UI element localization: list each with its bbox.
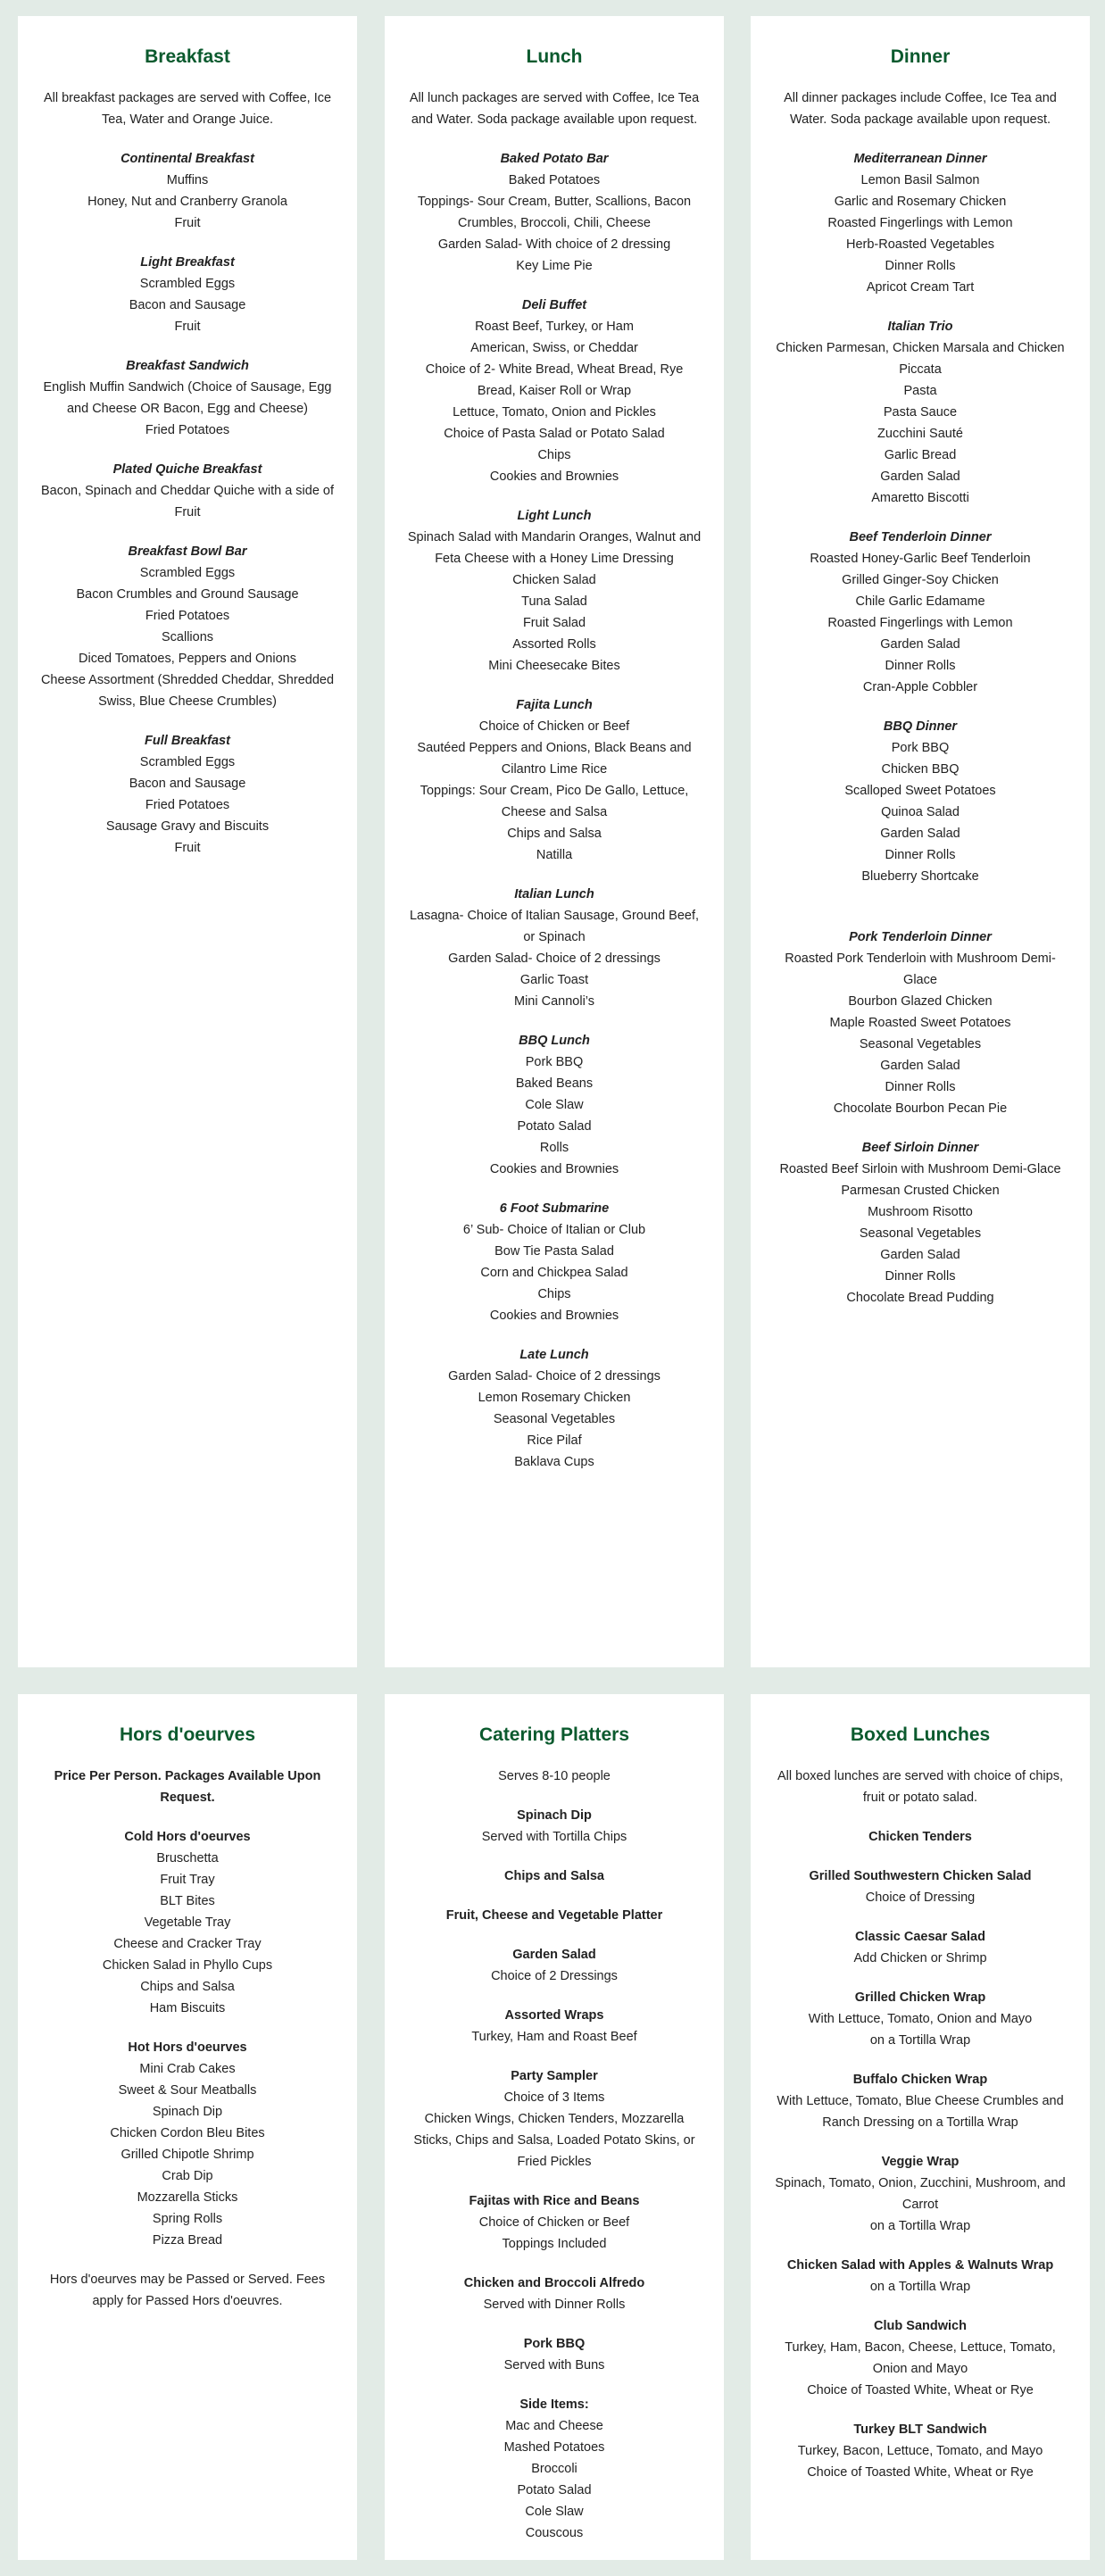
menu-item: Dinner Rolls: [885, 259, 956, 273]
menu-item: Fried Potatoes: [145, 798, 230, 812]
menu-item: Diced Tomatoes, Peppers and Onions: [79, 652, 296, 666]
menu-section: [39, 459, 336, 523]
menu-item: Chicken Salad: [512, 573, 596, 587]
menu-item: Mashed Potatoes: [503, 2440, 605, 2455]
menu-item: With Lettuce, Tomato, Blue Cheese Crumbles and Ranch Dressing on a Tortilla Wrap: [777, 2094, 1064, 2130]
section-title: Italian Lunch: [514, 887, 594, 902]
menu-item: Chicken Cordon Bleu Bites: [110, 2126, 265, 2140]
section-title: Chicken and Broccoli Alfredo: [463, 2276, 645, 2290]
menu-item: Sweet & Sour Meatballs: [118, 2083, 257, 2098]
section-title: Chicken Tenders: [868, 1830, 972, 1844]
menu-section: [39, 2037, 336, 2251]
menu-item: Couscous: [525, 2526, 584, 2540]
menu-item: Rice Pilaf: [527, 1433, 582, 1448]
menu-section: [406, 2005, 702, 2048]
menu-item: Baked Beans: [515, 1076, 594, 1091]
section-title: Plated Quiche Breakfast: [112, 462, 262, 477]
menu-item: Potato Salad: [517, 2483, 592, 2497]
menu-item: Vegetable Tray: [144, 1915, 231, 1930]
menu-item: Cookies and Brownies: [489, 469, 619, 484]
menu-item: Bacon and Sausage: [129, 777, 246, 791]
menu-item: With Lettuce, Tomato, Onion and Mayo: [808, 2012, 1033, 2026]
card-intro: All lunch packages are served with Coffee, Ice Tea and Water. Soda package available upon request.: [409, 91, 700, 127]
menu-section: [772, 1826, 1068, 1848]
menu-item: Chile Garlic Edamame: [855, 594, 985, 609]
section-title: Pork BBQ: [523, 2337, 586, 2351]
menu-item: Choice of Chicken or Beef: [478, 719, 630, 734]
menu-item: Scrambled Eggs: [139, 755, 236, 769]
menu-item: Baklava Cups: [514, 1455, 594, 1469]
menu-section: [39, 730, 336, 859]
section-title: Side Items:: [519, 2397, 589, 2412]
section-title: Classic Caesar Salad: [855, 1930, 985, 1944]
menu-item: Mini Cannoli’s: [514, 994, 594, 1009]
menu-item: Pork BBQ: [891, 741, 950, 755]
menu-section: [772, 716, 1068, 887]
menu-section: [406, 694, 702, 866]
section-title: Continental Breakfast: [120, 152, 254, 166]
menu-item: Sausage Gravy and Biscuits: [105, 819, 270, 834]
menu-item: Scallions: [161, 630, 214, 644]
menu-item: Chips: [537, 448, 571, 462]
menu-item: Lasagna- Choice of Italian Sausage, Ground Beef, or Spinach: [409, 909, 700, 944]
menu-item: Key Lime Pie: [516, 259, 593, 273]
menu-item: Rolls: [539, 1141, 569, 1155]
menu-item: Dinner Rolls: [885, 659, 956, 673]
menu-item: Bourbon Glazed Chicken: [848, 994, 993, 1009]
section-title: Cold Hors d'oeurves: [124, 1830, 251, 1844]
menu-item: Pasta Sauce: [883, 405, 958, 420]
menu-item: Garlic and Rosemary Chicken: [834, 195, 1007, 209]
section-title: Full Breakfast: [145, 734, 230, 748]
menu-item: Garden Salad: [880, 469, 960, 484]
menu-item: Garden Salad: [880, 827, 960, 841]
menu-item: Scalloped Sweet Potatoes: [844, 784, 996, 798]
menu-section: [772, 1987, 1068, 2051]
menu-item: Bow Tie Pasta Salad: [494, 1244, 614, 1259]
section-title: Breakfast Sandwich: [126, 359, 249, 373]
menu-item: Mini Cheesecake Bites: [488, 659, 620, 673]
menu-item: Bacon Crumbles and Ground Sausage: [76, 587, 299, 602]
section-title: Late Lunch: [519, 1348, 589, 1362]
menu-item: Maple Roasted Sweet Potatoes: [829, 1016, 1011, 1030]
card-intro: All breakfast packages are served with Coffee, Ice Tea, Water and Orange Juice.: [43, 91, 332, 127]
menu-item: Choice of Toasted White, Wheat or Rye: [807, 2383, 1034, 2397]
menu-item: Toppings- Sour Cream, Butter, Scallions, Bacon Crumbles, Broccoli, Chili, Cheese: [417, 195, 692, 230]
menu-item: Cran-Apple Cobbler: [862, 680, 978, 694]
section-title: Fruit, Cheese and Vegetable Platter: [445, 1908, 663, 1923]
menu-section: [406, 1805, 702, 1848]
hors-doeuvres-card: [18, 1694, 357, 2560]
card-footnote: Hors d'oeurves may be Passed or Served. Fees apply for Passed Hors d'oeuvres.: [49, 2273, 326, 2308]
menu-item: Sautéed Peppers and Onions, Black Beans and Cilantro Lime Rice: [417, 741, 692, 777]
menu-section: [772, 2419, 1068, 2483]
menu-section: [406, 1198, 702, 1326]
card-intro: Serves 8-10 people: [498, 1769, 611, 1783]
menu-section: [406, 1905, 702, 1926]
menu-item: Corn and Chickpea Salad: [480, 1266, 628, 1280]
menu-item: Honey, Nut and Cranberry Granola: [87, 195, 287, 209]
menu-item: Fruit Salad: [522, 616, 586, 630]
menu-item: Garden Salad- Choice of 2 dressings: [448, 1369, 661, 1384]
menu-item: Grilled Ginger-Soy Chicken: [842, 573, 999, 587]
menu-section: [406, 505, 702, 677]
menu-section: [772, 2315, 1068, 2401]
menu-item: Blueberry Shortcake: [861, 869, 979, 884]
menu-item: Fried Potatoes: [145, 423, 230, 437]
menu-section: [406, 1030, 702, 1180]
menu-item: Spinach, Tomato, Onion, Zucchini, Mushroom, and Carrot: [775, 2176, 1066, 2212]
menu-item: Cheese Assortment (Shredded Cheddar, Shredded Swiss, Blue Cheese Crumbles): [40, 673, 335, 709]
lunch-card: [385, 16, 724, 1667]
menu-item: Bacon and Sausage: [129, 298, 246, 312]
menu-item: Roasted Beef Sirloin with Mushroom Demi-Glace: [779, 1162, 1061, 1176]
menu-item: Chicken BBQ: [881, 762, 960, 777]
menu-item: Seasonal Vegetables: [493, 1412, 616, 1426]
card-title: Boxed Lunches: [850, 1724, 991, 1745]
breakfast-card: [18, 16, 357, 1667]
menu-item: Fruit Tray: [160, 1873, 215, 1887]
menu-item: Herb-Roasted Vegetables: [845, 237, 995, 252]
menu-item: Served with Buns: [503, 2358, 605, 2372]
menu-item: Seasonal Vegetables: [859, 1226, 982, 1241]
menu-item: Cookies and Brownies: [489, 1309, 619, 1323]
menu-item: Fruit: [174, 841, 201, 855]
menu-item: Garden Salad- Choice of 2 dressings: [448, 951, 661, 966]
menu-section: [406, 2394, 702, 2544]
menu-item: Crab Dip: [162, 2169, 213, 2183]
card-title: Lunch: [526, 46, 583, 67]
menu-section: [772, 316, 1068, 509]
menu-item: Bacon, Spinach and Cheddar Quiche with a side of Fruit: [40, 484, 335, 519]
menu-item: Natilla: [536, 848, 573, 862]
menu-item: Pork BBQ: [525, 1055, 584, 1069]
menu-item: Spring Rolls: [152, 2212, 223, 2226]
menu-item: Pizza Bread: [152, 2233, 223, 2248]
section-title: Grilled Chicken Wrap: [854, 1990, 986, 2005]
card-intro: All boxed lunches are served with choice of chips, fruit or potato salad.: [777, 1769, 1063, 1805]
menu-item: Served with Tortilla Chips: [481, 1830, 627, 1844]
menu-item: Choice of 3 Items: [503, 2090, 605, 2105]
section-title: BBQ Lunch: [519, 1034, 590, 1048]
menu-item: Roast Beef, Turkey, or Ham: [475, 320, 634, 334]
menu-section: [772, 2151, 1068, 2237]
menu-item: Lemon Rosemary Chicken: [478, 1391, 631, 1405]
menu-section: [406, 295, 702, 487]
menu-item: Roasted Fingerlings with Lemon: [827, 216, 1013, 230]
section-title: Turkey BLT Sandwich: [853, 2422, 987, 2437]
menu-item: Chocolate Bourbon Pecan Pie: [833, 1101, 1008, 1116]
menu-item: English Muffin Sandwich (Choice of Sausage, Egg and Cheese OR Bacon, Egg and Cheese): [43, 380, 332, 416]
section-title: Deli Buffet: [521, 298, 587, 312]
card-title: Hors d'oeurves: [119, 1724, 256, 1745]
section-title: Garden Salad: [512, 1948, 596, 1962]
menu-item: Mac and Cheese: [505, 2419, 603, 2433]
menu-item: Zucchini Sauté: [877, 427, 963, 441]
section-title: Fajita Lunch: [516, 698, 593, 712]
menu-item: Cookies and Brownies: [489, 1162, 619, 1176]
menu-section: [772, 1926, 1068, 1969]
section-title: Fajitas with Rice and Beans: [469, 2194, 640, 2208]
section-title: Buffalo Chicken Wrap: [852, 2073, 988, 2087]
menu-item: Mozzarella Sticks: [137, 2190, 238, 2205]
menu-section: [406, 2273, 702, 2315]
section-title: Veggie Wrap: [881, 2155, 960, 2169]
section-title: Beef Tenderloin Dinner: [849, 530, 992, 544]
menu-item: Roasted Pork Tenderloin with Mushroom Demi-Glace: [785, 951, 1056, 987]
menu-section: [39, 148, 336, 234]
menu-item: Turkey, Bacon, Lettuce, Tomato, and Mayo: [797, 2444, 1043, 2458]
menu-item: Roasted Fingerlings with Lemon: [827, 616, 1013, 630]
menu-item: Add Chicken or Shrimp: [853, 1951, 987, 1965]
menu-item: Chicken Salad in Phyllo Cups: [102, 1958, 273, 1973]
menu-item: Toppings Included: [502, 2237, 607, 2251]
menu-item: Mushroom Risotto: [868, 1205, 973, 1219]
menu-section: [39, 1826, 336, 2019]
menu-section: [39, 541, 336, 712]
section-title: Chicken Salad with Apples & Walnuts Wrap: [786, 2258, 1054, 2273]
menu-section: [406, 1944, 702, 1987]
section-title: Chips and Salsa: [503, 1869, 604, 1883]
menu-item: Parmesan Crusted Chicken: [841, 1184, 1000, 1198]
menu-item: Grilled Chipotle Shrimp: [120, 2148, 254, 2162]
catering-platters-card: [385, 1694, 724, 2560]
menu-item: Cole Slaw: [525, 1098, 584, 1112]
menu-item: Cheese and Cracker Tray: [113, 1937, 262, 1951]
card-intro: All dinner packages include Coffee, Ice Tea and Water. Soda package available upon request.: [784, 91, 1057, 127]
menu-item: Fruit: [174, 320, 201, 334]
menu-item: Cole Slaw: [525, 2505, 584, 2519]
menu-section: [772, 2255, 1068, 2298]
menu-item: Choice of 2 Dressings: [491, 1969, 618, 1983]
menu-item: Chips and Salsa: [507, 827, 602, 841]
menu-section: [772, 927, 1068, 1119]
section-title: BBQ Dinner: [883, 719, 958, 734]
section-title: Party Sampler: [511, 2069, 598, 2083]
menu-item: Choice of Dressing: [865, 1890, 976, 1905]
section-title: Spinach Dip: [517, 1808, 592, 1823]
menu-item: Amaretto Biscotti: [871, 491, 969, 505]
section-title: Hot Hors d'oeurves: [128, 2040, 247, 2055]
menu-section: [39, 252, 336, 337]
menu-item: Garlic Bread: [884, 448, 957, 462]
menu-item: Baked Potatoes: [508, 173, 601, 187]
menu-section: [772, 2069, 1068, 2133]
menu-item: Ham Biscuits: [149, 2001, 226, 2015]
menu-section: [772, 527, 1068, 698]
menu-item: Chicken Parmesan, Chicken Marsala and Chicken Piccata: [776, 341, 1065, 377]
card-title: Breakfast: [145, 46, 230, 67]
card-title: Dinner: [890, 46, 951, 67]
menu-item: Spinach Salad with Mandarin Oranges, Walnut and Feta Cheese with a Honey Lime Dressing: [407, 530, 702, 566]
menu-section: [772, 1866, 1068, 1908]
section-title: Club Sandwich: [874, 2319, 967, 2333]
section-title: 6 Foot Submarine: [499, 1201, 610, 1216]
boxed-lunches-card: [751, 1694, 1090, 2560]
menu-item: Muffins: [166, 173, 209, 187]
menu-item: Garden Salad: [880, 637, 960, 652]
section-title: Baked Potato Bar: [500, 152, 609, 166]
menu-item: 6’ Sub- Choice of Italian or Club: [462, 1223, 646, 1237]
menu-item: Quinoa Salad: [881, 805, 960, 819]
menu-item: Pasta: [903, 384, 937, 398]
menu-item: American, Swiss, or Cheddar: [470, 341, 638, 355]
menu-item: Broccoli: [531, 2462, 577, 2476]
menu-item: Dinner Rolls: [885, 848, 956, 862]
menu-item: Chicken Wings, Chicken Tenders, Mozzarella Sticks, Chips and Salsa, Loaded Potato Skins, or Fried Pickles: [413, 2112, 695, 2169]
section-title: Light Breakfast: [140, 255, 235, 270]
menu-item: Mini Crab Cakes: [139, 2062, 236, 2076]
menu-item: Scrambled Eggs: [139, 277, 236, 291]
menu-item: BLT Bites: [160, 1894, 215, 1908]
menu-item: Turkey, Ham and Roast Beef: [471, 2030, 637, 2044]
section-title: Mediterranean Dinner: [853, 152, 987, 166]
menu-item: Served with Dinner Rolls: [483, 2298, 626, 2312]
section-title: Pork Tenderloin Dinner: [849, 930, 992, 944]
menu-section: [39, 355, 336, 441]
menu-section: [406, 884, 702, 1012]
menu-section: [772, 1137, 1068, 1309]
dinner-card: [751, 16, 1090, 1667]
menu-item: Tuna Salad: [521, 594, 587, 609]
menu-section: [772, 148, 1068, 298]
menu-item: Fruit: [174, 216, 201, 230]
menu-section: [406, 148, 702, 277]
menu-item: Fried Potatoes: [145, 609, 230, 623]
menu-item: Spinach Dip: [152, 2105, 223, 2119]
menu-item: Choice of Pasta Salad or Potato Salad: [444, 427, 665, 441]
menu-section: [406, 2333, 702, 2376]
menu-item: on a Tortilla Wrap: [869, 2033, 971, 2048]
menu-item: Chocolate Bread Pudding: [846, 1291, 994, 1305]
menu-item: Turkey, Ham, Bacon, Cheese, Lettuce, Tomato, Onion and Mayo: [785, 2340, 1056, 2376]
menu-item: Choice of Toasted White, Wheat or Rye: [807, 2465, 1034, 2480]
card-intro: Price Per Person. Packages Available Upon Request.: [54, 1769, 321, 1805]
menu-item: Chips and Salsa: [140, 1980, 235, 1994]
menu-item: Assorted Rolls: [512, 637, 596, 652]
menu-item: on a Tortilla Wrap: [869, 2280, 971, 2294]
menu-item: Toppings: Sour Cream, Pico De Gallo, Lettuce, Cheese and Salsa: [420, 784, 689, 819]
menu-item: Choice of 2- White Bread, Wheat Bread, Rye Bread, Kaiser Roll or Wrap: [425, 362, 684, 398]
menu-item: Apricot Cream Tart: [866, 280, 975, 295]
menu-item: Bruschetta: [156, 1851, 219, 1866]
menu-item: Potato Salad: [517, 1119, 592, 1134]
menu-item: Garden Salad- With choice of 2 dressing: [437, 237, 671, 252]
card-title: Catering Platters: [478, 1724, 630, 1745]
menu-section: [406, 2190, 702, 2255]
menu-item: Garden Salad: [880, 1248, 960, 1262]
menu-item: Scrambled Eggs: [139, 566, 236, 580]
menu-item: Seasonal Vegetables: [859, 1037, 982, 1051]
menu-item: Lettuce, Tomato, Onion and Pickles: [453, 405, 656, 420]
menu-section: [406, 2065, 702, 2173]
menu-item: Dinner Rolls: [885, 1080, 956, 1094]
section-title: Grilled Southwestern Chicken Salad: [809, 1869, 1032, 1883]
menu-section: [406, 1344, 702, 1473]
section-title: Breakfast Bowl Bar: [128, 544, 247, 559]
section-title: Assorted Wraps: [504, 2008, 604, 2023]
menu-item: on a Tortilla Wrap: [869, 2219, 971, 2233]
menu-item: Garden Salad: [880, 1059, 960, 1073]
section-title: Italian Trio: [887, 320, 953, 334]
section-title: Light Lunch: [517, 509, 592, 523]
menu-section: [406, 1866, 702, 1887]
section-title: Beef Sirloin Dinner: [861, 1141, 979, 1155]
menu-item: Choice of Chicken or Beef: [478, 2215, 630, 2230]
menu-item: Roasted Honey-Garlic Beef Tenderloin: [810, 552, 1031, 566]
menu-item: Dinner Rolls: [885, 1269, 956, 1284]
menu-item: Chips: [537, 1287, 571, 1301]
menu-item: Garlic Toast: [519, 973, 589, 987]
menu-item: Lemon Basil Salmon: [860, 173, 980, 187]
